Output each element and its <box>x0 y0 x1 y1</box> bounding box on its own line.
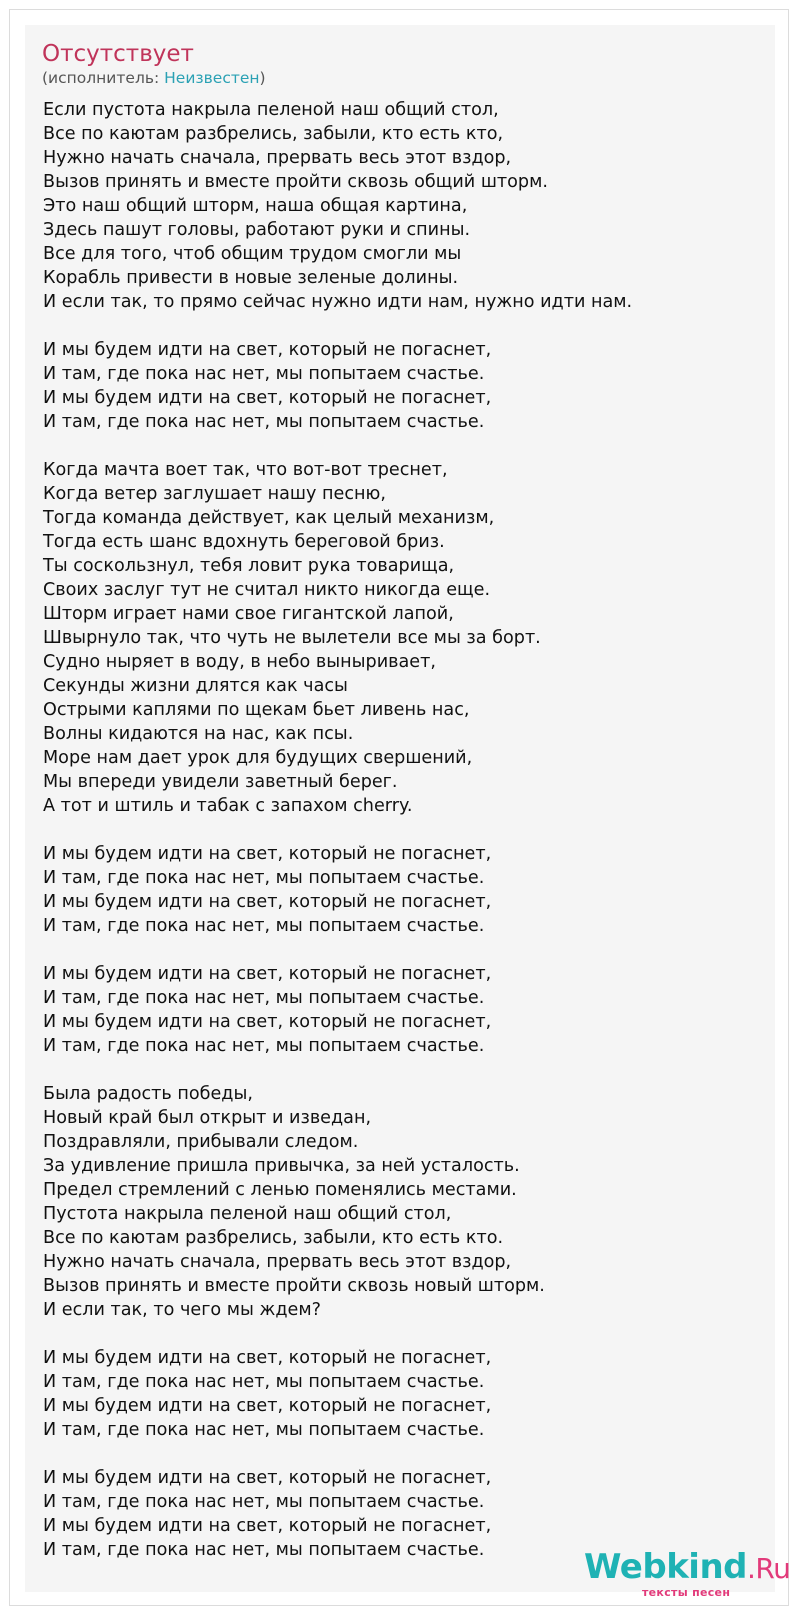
lyrics-line: Новый край был открыт и изведан, <box>43 1108 372 1128</box>
lyrics-stanza <box>43 1082 763 1322</box>
lyrics-line: И мы будем идти на свет, который не погаснет, <box>43 1396 492 1416</box>
lyrics-line: Мы впереди увидели заветный берег. <box>43 772 398 792</box>
lyrics-line: И там, где пока нас нет, мы попытаем счастье. <box>43 916 485 936</box>
lyrics-line: За удивление пришла привычка, за ней усталость. <box>43 1156 520 1176</box>
song-artist-line <box>42 68 266 88</box>
artist-suffix: ) <box>259 69 266 87</box>
lyrics-line: Вызов принять и вместе пройти сквозь новый шторм. <box>43 1276 545 1296</box>
lyrics-line: И там, где пока нас нет, мы попытаем счастье. <box>43 1492 485 1512</box>
lyrics-line: Все для того, чтоб общим трудом смогли мы <box>43 244 462 264</box>
lyrics-line: Секунды жизни длятся как часы <box>43 676 348 696</box>
lyrics-stanza <box>43 1346 763 1442</box>
lyrics-line: И мы будем идти на свет, который не погаснет, <box>43 892 492 912</box>
lyrics-stanza <box>43 962 763 1058</box>
lyrics-line: И мы будем идти на свет, который не погаснет, <box>43 1012 492 1032</box>
lyrics-line: Судно ныряет в воду, в небо выныривает, <box>43 652 436 672</box>
lyrics-line: И мы будем идти на свет, который не погаснет, <box>43 964 492 984</box>
logo-tld: .Ru <box>747 1552 791 1585</box>
lyrics-line: И мы будем идти на свет, который не погаснет, <box>43 1516 492 1536</box>
song-title: Отсутствует <box>42 41 194 67</box>
lyrics-line: Поздравляли, прибывали следом. <box>43 1132 359 1152</box>
lyrics-line: Вызов принять и вместе пройти сквозь общий шторм. <box>43 172 548 192</box>
lyrics-line: Тогда команда действует, как целый механизм, <box>43 508 495 528</box>
lyrics-line: И там, где пока нас нет, мы попытаем счастье. <box>43 1420 485 1440</box>
site-logo[interactable] <box>584 1546 791 1604</box>
lyrics-stanza <box>43 338 763 434</box>
lyrics-line: Нужно начать сначала, прервать весь этот вздор, <box>43 1252 512 1272</box>
lyrics-line: Тогда есть шанс вдохнуть береговой бриз. <box>43 532 445 552</box>
lyrics-line: А тот и штиль и табак с запахом cherry. <box>43 796 413 816</box>
lyrics-line: Острыми каплями по щекам бьет ливень нас, <box>43 700 470 720</box>
lyrics-line: И мы будем идти на свет, который не погаснет, <box>43 340 492 360</box>
lyrics-line: Предел стремлений с ленью поменялись местами. <box>43 1180 517 1200</box>
lyrics-line: И там, где пока нас нет, мы попытаем счастье. <box>43 1372 485 1392</box>
lyrics-stanza <box>43 842 763 938</box>
lyrics-line: И там, где пока нас нет, мы попытаем счастье. <box>43 364 485 384</box>
lyrics-line: Нужно начать сначала, прервать весь этот вздор, <box>43 148 512 168</box>
lyrics-line: И там, где пока нас нет, мы попытаем счастье. <box>43 988 485 1008</box>
lyrics-line: Пустота накрыла пеленой наш общий стол, <box>43 1204 452 1224</box>
logo-main-text: Webkind <box>584 1547 747 1587</box>
lyrics-line: Была радость победы, <box>43 1084 253 1104</box>
lyrics-line: Шторм играет нами свое гигантской лапой, <box>43 604 454 624</box>
lyrics-line: Волны кидаются на нас, как псы. <box>43 724 354 744</box>
lyrics-line: Это наш общий шторм, наша общая картина, <box>43 196 468 216</box>
artist-prefix: (исполнитель: <box>42 69 165 87</box>
lyrics-line: И мы будем идти на свет, который не погаснет, <box>43 1468 492 1488</box>
lyrics-line: Корабль привести в новые зеленые долины. <box>43 268 459 288</box>
lyrics-line: И там, где пока нас нет, мы попытаем счастье. <box>43 1540 485 1560</box>
lyrics-line: И если так, то прямо сейчас нужно идти нам, нужно идти нам. <box>43 292 633 312</box>
lyrics-line: Все по каютам разбрелись, забыли, кто есть кто, <box>43 124 504 144</box>
lyrics-line: И там, где пока нас нет, мы попытаем счастье. <box>43 1036 485 1056</box>
lyrics-body <box>43 98 763 1586</box>
lyrics-line: И там, где пока нас нет, мы попытаем счастье. <box>43 868 485 888</box>
lyrics-line: И если так, то чего мы ждем? <box>43 1300 321 1320</box>
lyrics-line: Когда мачта воет так, что вот-вот треснет, <box>43 460 448 480</box>
lyrics-line: И мы будем идти на свет, который не погаснет, <box>43 388 492 408</box>
lyrics-stanza <box>43 458 763 818</box>
lyrics-stanza <box>43 98 763 314</box>
lyrics-line: И мы будем идти на свет, который не погаснет, <box>43 1348 492 1368</box>
lyrics-line: Все по каютам разбрелись, забыли, кто есть кто. <box>43 1228 504 1248</box>
lyrics-line: Море нам дает урок для будущих свершений, <box>43 748 473 768</box>
lyrics-line: Здесь пашут головы, работают руки и спины. <box>43 220 471 240</box>
logo-wordmark <box>584 1546 790 1590</box>
lyrics-line: Ты соскользнул, тебя ловит рука товарища, <box>43 556 455 576</box>
logo-tagline: тексты песен <box>642 1586 731 1599</box>
lyrics-line: И мы будем идти на свет, который не погаснет, <box>43 844 492 864</box>
lyrics-line: Своих заслуг тут не считал никто никогда еще. <box>43 580 491 600</box>
artist-link[interactable]: Неизвестен <box>164 69 260 87</box>
lyrics-line: Если пустота накрыла пеленой наш общий стол, <box>43 100 499 120</box>
lyrics-line: Швырнуло так, что чуть не вылетели все мы за борт. <box>43 628 541 648</box>
lyrics-line: И там, где пока нас нет, мы попытаем счастье. <box>43 412 485 432</box>
lyrics-line: Когда ветер заглушает нашу песню, <box>43 484 386 504</box>
